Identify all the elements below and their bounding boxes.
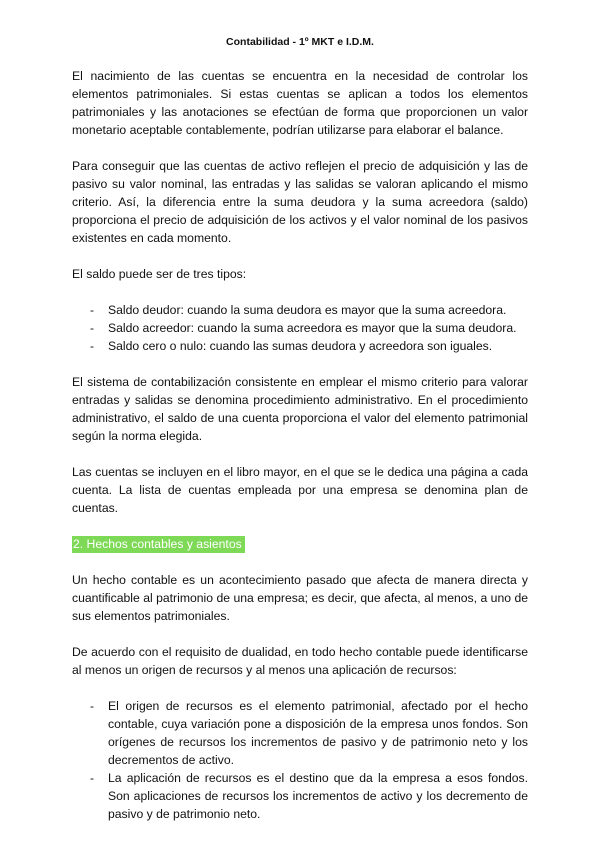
list-item: - Saldo cero o nulo: cuando las sumas deudora y acreedora son iguales. (72, 337, 528, 355)
paragraph-cuentas-origen: El nacimiento de las cuentas se encuentra en la necesidad de controlar los elementos patrimoniales. Si estas cuentas se aplican a todos los elementos patrimoniales y las anotaciones se efectúan de forma que proporcionen un valor monetario aceptable contablemente, podrían utilizarse para elaborar el balance. (72, 69, 528, 137)
paragraph-procedimiento: El sistema de contabilización consistente en emplear el mismo criterio para valorar entradas y salidas se denomina procedimiento administrativo. En el procedimiento administrativo, el saldo de una cuenta proporciona el valor del elemento patrimonial según la norma elegida. (72, 375, 528, 443)
paragraph-activo-pasivo: Para conseguir que las cuentas de activo reflejen el precio de adquisición y las de pasivo su valor nominal, las entradas y las salidas se valoran aplicando el mismo criterio. Así, la diferencia entre la suma deudora y la suma acreedora (saldo) proporciona el precio de adquisición de los activos y el valor nominal de los pasivos existentes en cada momento. (72, 159, 528, 245)
paragraph-hecho-contable: Un hecho contable es un acontecimiento pasado que afecta de manera directa y cuantificable al patrimonio de una empresa; es decir, que afecta, al menos, a uno de sus elementos patrimoniales. (72, 573, 528, 623)
paragraph-libro-mayor: Las cuentas se incluyen en el libro mayor, en el que se le dedica una página a cada cuenta. La lista de cuentas empleada por una empresa se denomina plan de cuentas. (72, 465, 528, 515)
page-header: Contabilidad - 1º MKT e I.D.M. (226, 36, 374, 48)
section-heading (72, 535, 528, 553)
list-item: - Saldo acreedor: cuando la suma acreedora es mayor que la suma deudora. (72, 319, 528, 337)
list-item: - Saldo deudor: cuando la suma deudora es mayor que la suma acreedora. (72, 301, 528, 319)
section-heading-text: 2. Hechos contables y asientos (72, 536, 245, 553)
saldo-types-list (72, 301, 528, 355)
list-item: - El origen de recursos es el elemento patrimonial, afectado por el hecho contable, cuya variación pone a disposición de la empresa unos fondos. Son orígenes de recursos los incrementos de pasivo y de patrimonio neto y los decrementos de activo. (72, 697, 528, 769)
paragraph-dualidad: De acuerdo con el requisito de dualidad, en todo hecho contable puede identificarse al menos un origen de recursos y al menos una aplicación de recursos: (72, 645, 528, 677)
paragraph-saldo-intro: El saldo puede ser de tres tipos: (72, 267, 247, 281)
list-item: - La aplicación de recursos es el destino que da la empresa a esos fondos. Son aplicaciones de recursos los incrementos de activo y los decremento de pasivo y de patrimonio neto. (72, 769, 528, 823)
recursos-list (72, 697, 528, 823)
